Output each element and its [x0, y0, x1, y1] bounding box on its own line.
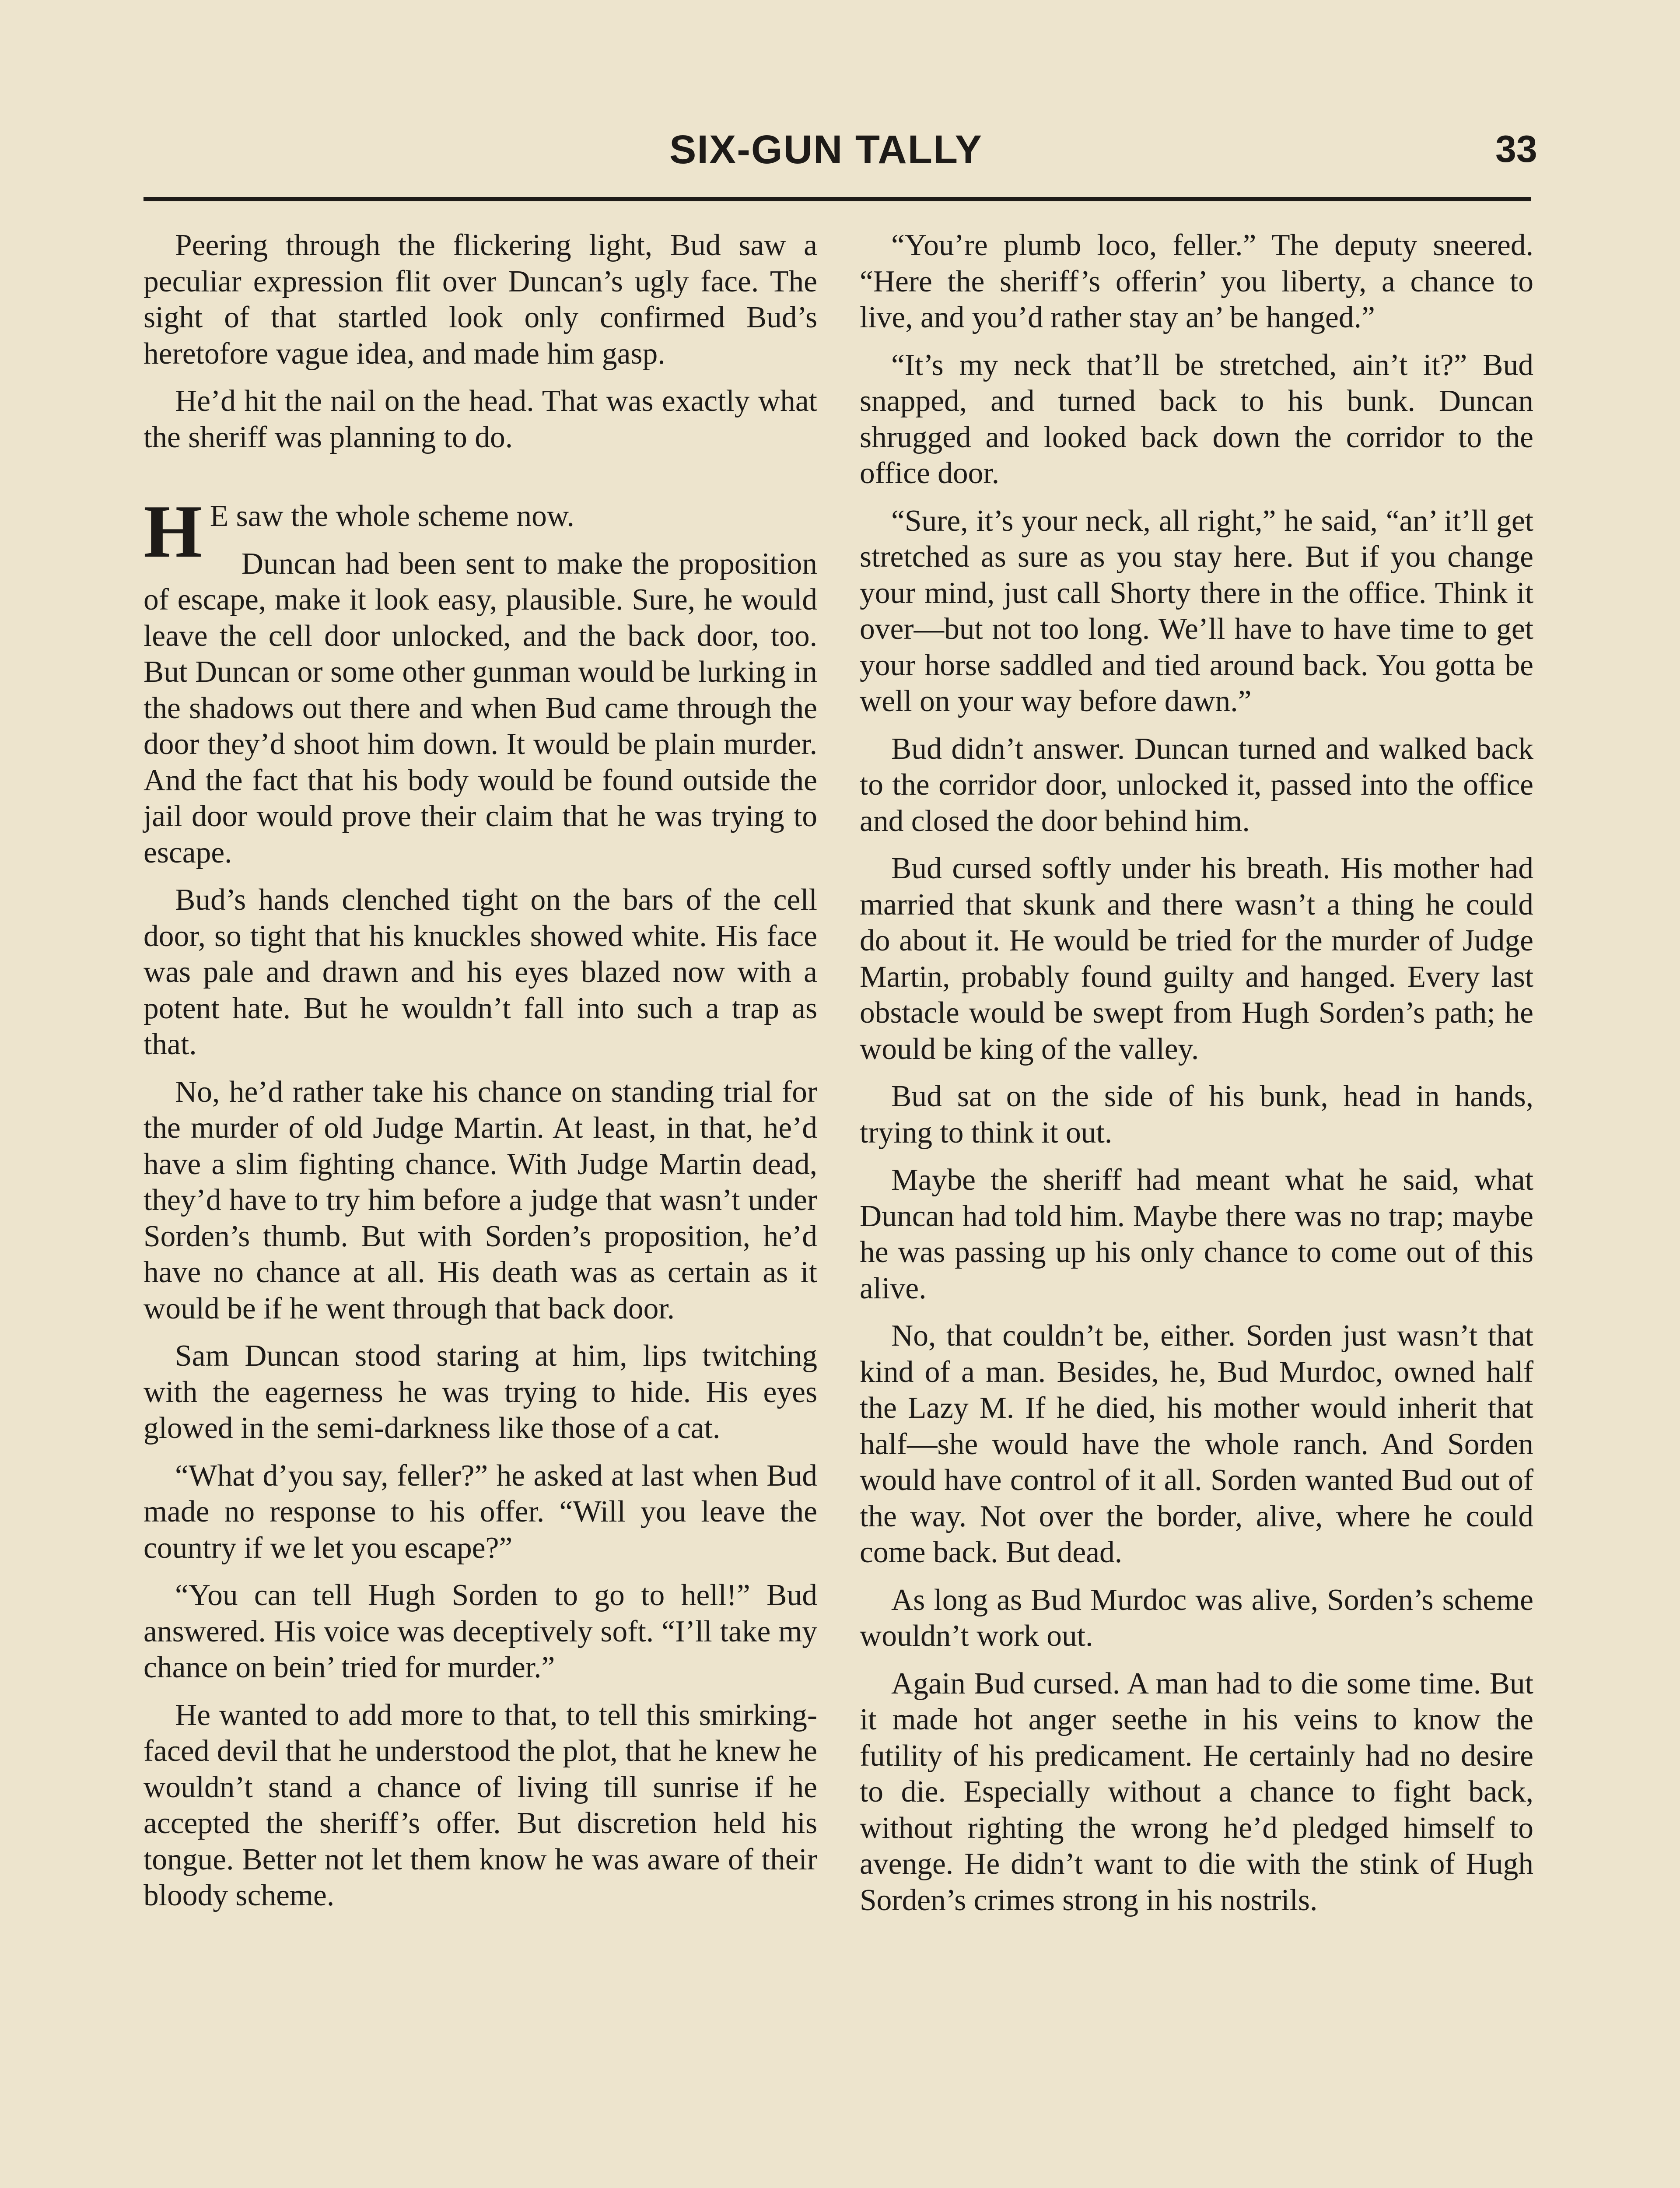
paragraph: Bud sat on the side of his bunk, head in hands, trying to think it out. [860, 1080, 1533, 1150]
paragraph: Bud didn’t answer. Duncan turned and walked back to the corridor door, unlocked it, passed into the office and closed the door behind him. [860, 732, 1533, 838]
header-rule [144, 197, 1531, 201]
paragraph: Peering through the flickering light, Bud saw a peculiar expression flit over Duncan’s ugly face. The sight of that startled look only confirmed Bud’s heretofore vague idea, and made him gasp. [144, 228, 817, 371]
section-opening-paragraph [144, 490, 817, 573]
paragraph: Bud’s hands clenched tight on the bars of the cell door, so tight that his knuckles showed white. His face was pale and drawn and his eyes blazed now with a potent hate. But he wouldn’t fall into such a trap as that. [144, 883, 817, 1061]
section-opening-text: E saw the whole scheme now. [210, 499, 574, 533]
paragraph: Duncan had been sent to make the proposition of escape, make it look easy, plausible. Sure, he would leave the cell door unlocked, and the back door, too. But Duncan or some other gunman would be lurking in the shadows out there and when Bud came through the door they’d shoot him down. It would be plain murder. And the fact that his body would be found outside the jail door would prove their claim that he was trying to escape. [144, 547, 817, 870]
paragraph: No, that couldn’t be, either. Sorden just wasn’t that kind of a man. Besides, he, Bud Murdoc, owned half the Lazy M. If he died, his mother would inherit that half—she would have the whole ranch. And Sorden would have control of it all. Sorden wanted Bud out of the way. Not over the border, alive, where he could come back. But dead. [860, 1319, 1533, 1569]
paragraph: As long as Bud Murdoc was alive, Sorden’s scheme wouldn’t work out. [860, 1583, 1533, 1653]
paragraph: “Sure, it’s your neck, all right,” he said, “an’ it’ll get stretched as sure as you stay here. But if you change your mind, just call Shorty there in the office. Think it over—but not too long. We’ll have to have time to get your horse saddled and tied around back. You gotta be well on your way before dawn.” [860, 504, 1533, 718]
paragraph: “You can tell Hugh Sorden to go to hell!” Bud answered. His voice was deceptively soft. “I’ll take my chance on bein’ tried for murder.” [144, 1578, 817, 1684]
paragraph: Bud cursed softly under his breath. His mother had married that skunk and there wasn’t a thing he could do about it. He would be tried for the murder of Judge Martin, probably found guilty and hanged. Every last obstacle would be swept from Hugh Sorden’s path; he would be king of the valley. [860, 852, 1533, 1066]
paragraph: He’d hit the nail on the head. That was exactly what the sheriff was planning to do. [144, 384, 817, 454]
paragraph: Again Bud cursed. A man had to die some time. But it made hot anger seethe in his veins to know the futility of his predicament. He certainly had no desire to die. Especially without a chance to fight back, without righting the wrong he’d pledged himself to avenge. He didn’t want to die with the stink of Hugh Sorden’s crimes strong in his nostrils. [860, 1666, 1533, 1917]
drop-cap: H [144, 490, 202, 573]
paragraph: “It’s my neck that’ll be stretched, ain’t it?” Bud snapped, and turned back to his bunk. Duncan shrugged and looked back down the corridor to the office door. [860, 348, 1533, 490]
paragraph: Sam Duncan stood staring at him, lips twitching with the eagerness he was trying to hide. His eyes glowed in the semi-darkness like those of a cat. [144, 1339, 817, 1445]
left-column [144, 228, 817, 1925]
paragraph: Maybe the sheriff had meant what he said, what Duncan had told him. Maybe there was no trap; maybe he was passing up his only chance to come out of this alive. [860, 1163, 1533, 1305]
paragraph: He wanted to add more to that, to tell this smirking-faced devil that he understood the plot, that he knew he wouldn’t stand a chance of living till sunrise if he accepted the sheriff’s offer. But discretion held his tongue. Better not let them know he was aware of their bloody scheme. [144, 1698, 817, 1912]
paragraph: No, he’d rather take his chance on standing trial for the murder of old Judge Martin. At least, in that, he’d have a slim fighting chance. With Judge Martin dead, they’d have to try him before a judge that wasn’t under Sorden’s thumb. But with Sorden’s proposition, he’d have no chance at all. His death was as certain as it would be if he went through that back door. [144, 1075, 817, 1325]
paragraph: “What d’you say, feller?” he asked at last when Bud made no response to his offer. “Will you leave the country if we let you escape?” [144, 1459, 817, 1565]
right-column [860, 228, 1533, 1930]
paragraph: “You’re plumb loco, feller.” The deputy sneered. “Here the sheriff’s offerin’ you liberty, a chance to live, and you’d rather stay an’ be hanged.” [860, 228, 1533, 334]
running-header-title: SIX-GUN TALLY [669, 127, 983, 172]
page-number: 33 [1495, 128, 1537, 170]
